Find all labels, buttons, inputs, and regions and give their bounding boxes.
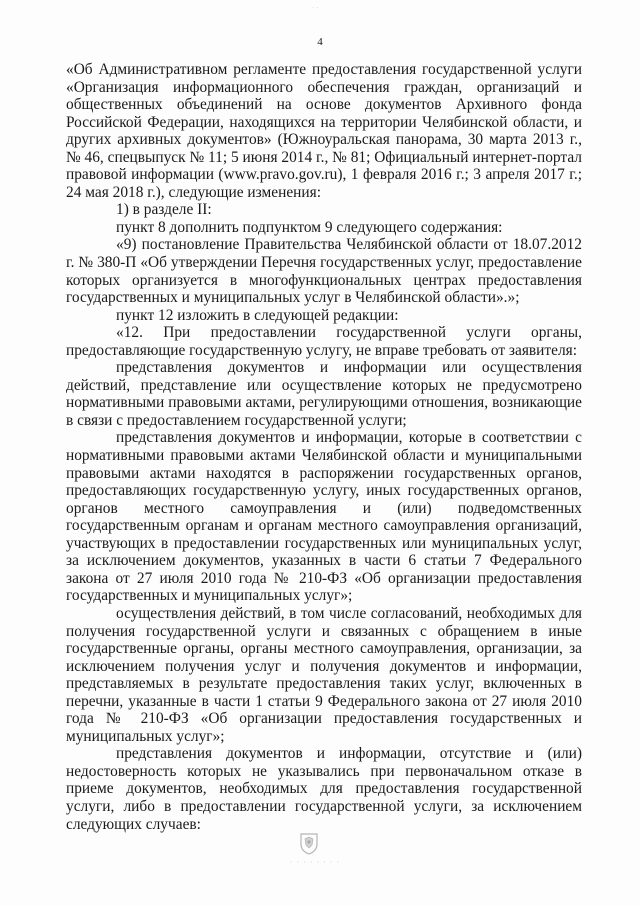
paragraph-regulation-title: «Об Административном регламенте предоставления государственной услуги «Организация информационного обеспечения граждан, организаций и общественных объединений на основе документов Архивного фонда Российской Федерации, находящихся на территории Челябинской области, и других архивных документов» (Южноуральская панорама, 30 марта 2013 г., № 46, спецвыпуск № 11; 5 июня 2014 г., № 81; Официальный интернет-портал правовой информации (www.pravo.gov.ru), 1 февраля 2016 г.; 3 апреля 2017 г.; 24 мая 2018 г.), следующие изменения: <box>66 61 582 201</box>
page-number: 4 <box>317 36 323 48</box>
document-body <box>66 61 582 833</box>
paragraph-item-8: пункт 8 дополнить подпунктом 9 следующего содержания: <box>116 218 503 236</box>
paragraph-subitem-9: «9) постановление Правительства Челябинской области от 18.07.2012 г. № 380-П «Об утверждении Перечня государственных услуг, предоставление которых организуется в многофункциональных центрах предоставления государственных и муниципальных услуг в Челябинской области».»; <box>66 236 582 307</box>
paragraph-requirement-3: осуществления действий, в том числе согласований, необходимых для получения государственной услуги и связанных с обращением в иные государственные органы, органы местного самоуправления, организации, за исключением получения услуг и получения документов и информации, представляемых в результате предоставления таких услуг, включенных в перечни, указанные в части 1 статьи 9 Федерального закона от 27 июля 2010 года № 210-ФЗ «Об организации предоставления государственных и муниципальных услуг»; <box>66 604 582 745</box>
paragraph-requirement-4: представления документов и информации, отсутствие и (или) недостоверность которых не указывались при первоначальном отказе в приеме документов, необходимых для предоставления государственной услуги, либо в предоставлении государственной услуги, за исключением следующих случаев: <box>66 745 582 833</box>
paragraph-section-ii: 1) в разделе II: <box>116 201 212 219</box>
paragraph-item-12: пункт 12 изложить в следующей редакции: <box>116 306 399 324</box>
paragraph-requirement-1: представления документов и информации или осуществления действий, представление или осуществление которых не предусмотрено нормативными правовыми актами, регулирующими отношения, возникающие в связи с предоставлением государственной услуги; <box>66 359 582 429</box>
scan-artifact: · · <box>312 4 319 12</box>
footer-watermark: · · · · · · · · <box>289 858 341 867</box>
coat-of-arms-seal-icon <box>296 830 322 856</box>
paragraph-requirement-2: представления документов и информации, которые в соответствии с нормативными правовыми актами Челябинской области и муниципальными правовыми актами находятся в распоряжении государственных органов, предоставляющих государственную услугу, иных государственных органов, органов местного самоуправления и (или) подведомственных государственным органам и органам местного самоуправления организаций, участвующих в предоставлении государственных или муниципальных услуг, за исключением документов, указанных в части 6 статьи 7 Федерального закона от 27 июля 2010 года № 210-ФЗ «Об организации предоставления государственных и муниципальных услуг»; <box>66 429 582 605</box>
paragraph-item-12-text: «12. При предоставлении государственной услуги органы, предоставляющие государственную услугу, не вправе требовать от заявителя: <box>66 324 582 359</box>
